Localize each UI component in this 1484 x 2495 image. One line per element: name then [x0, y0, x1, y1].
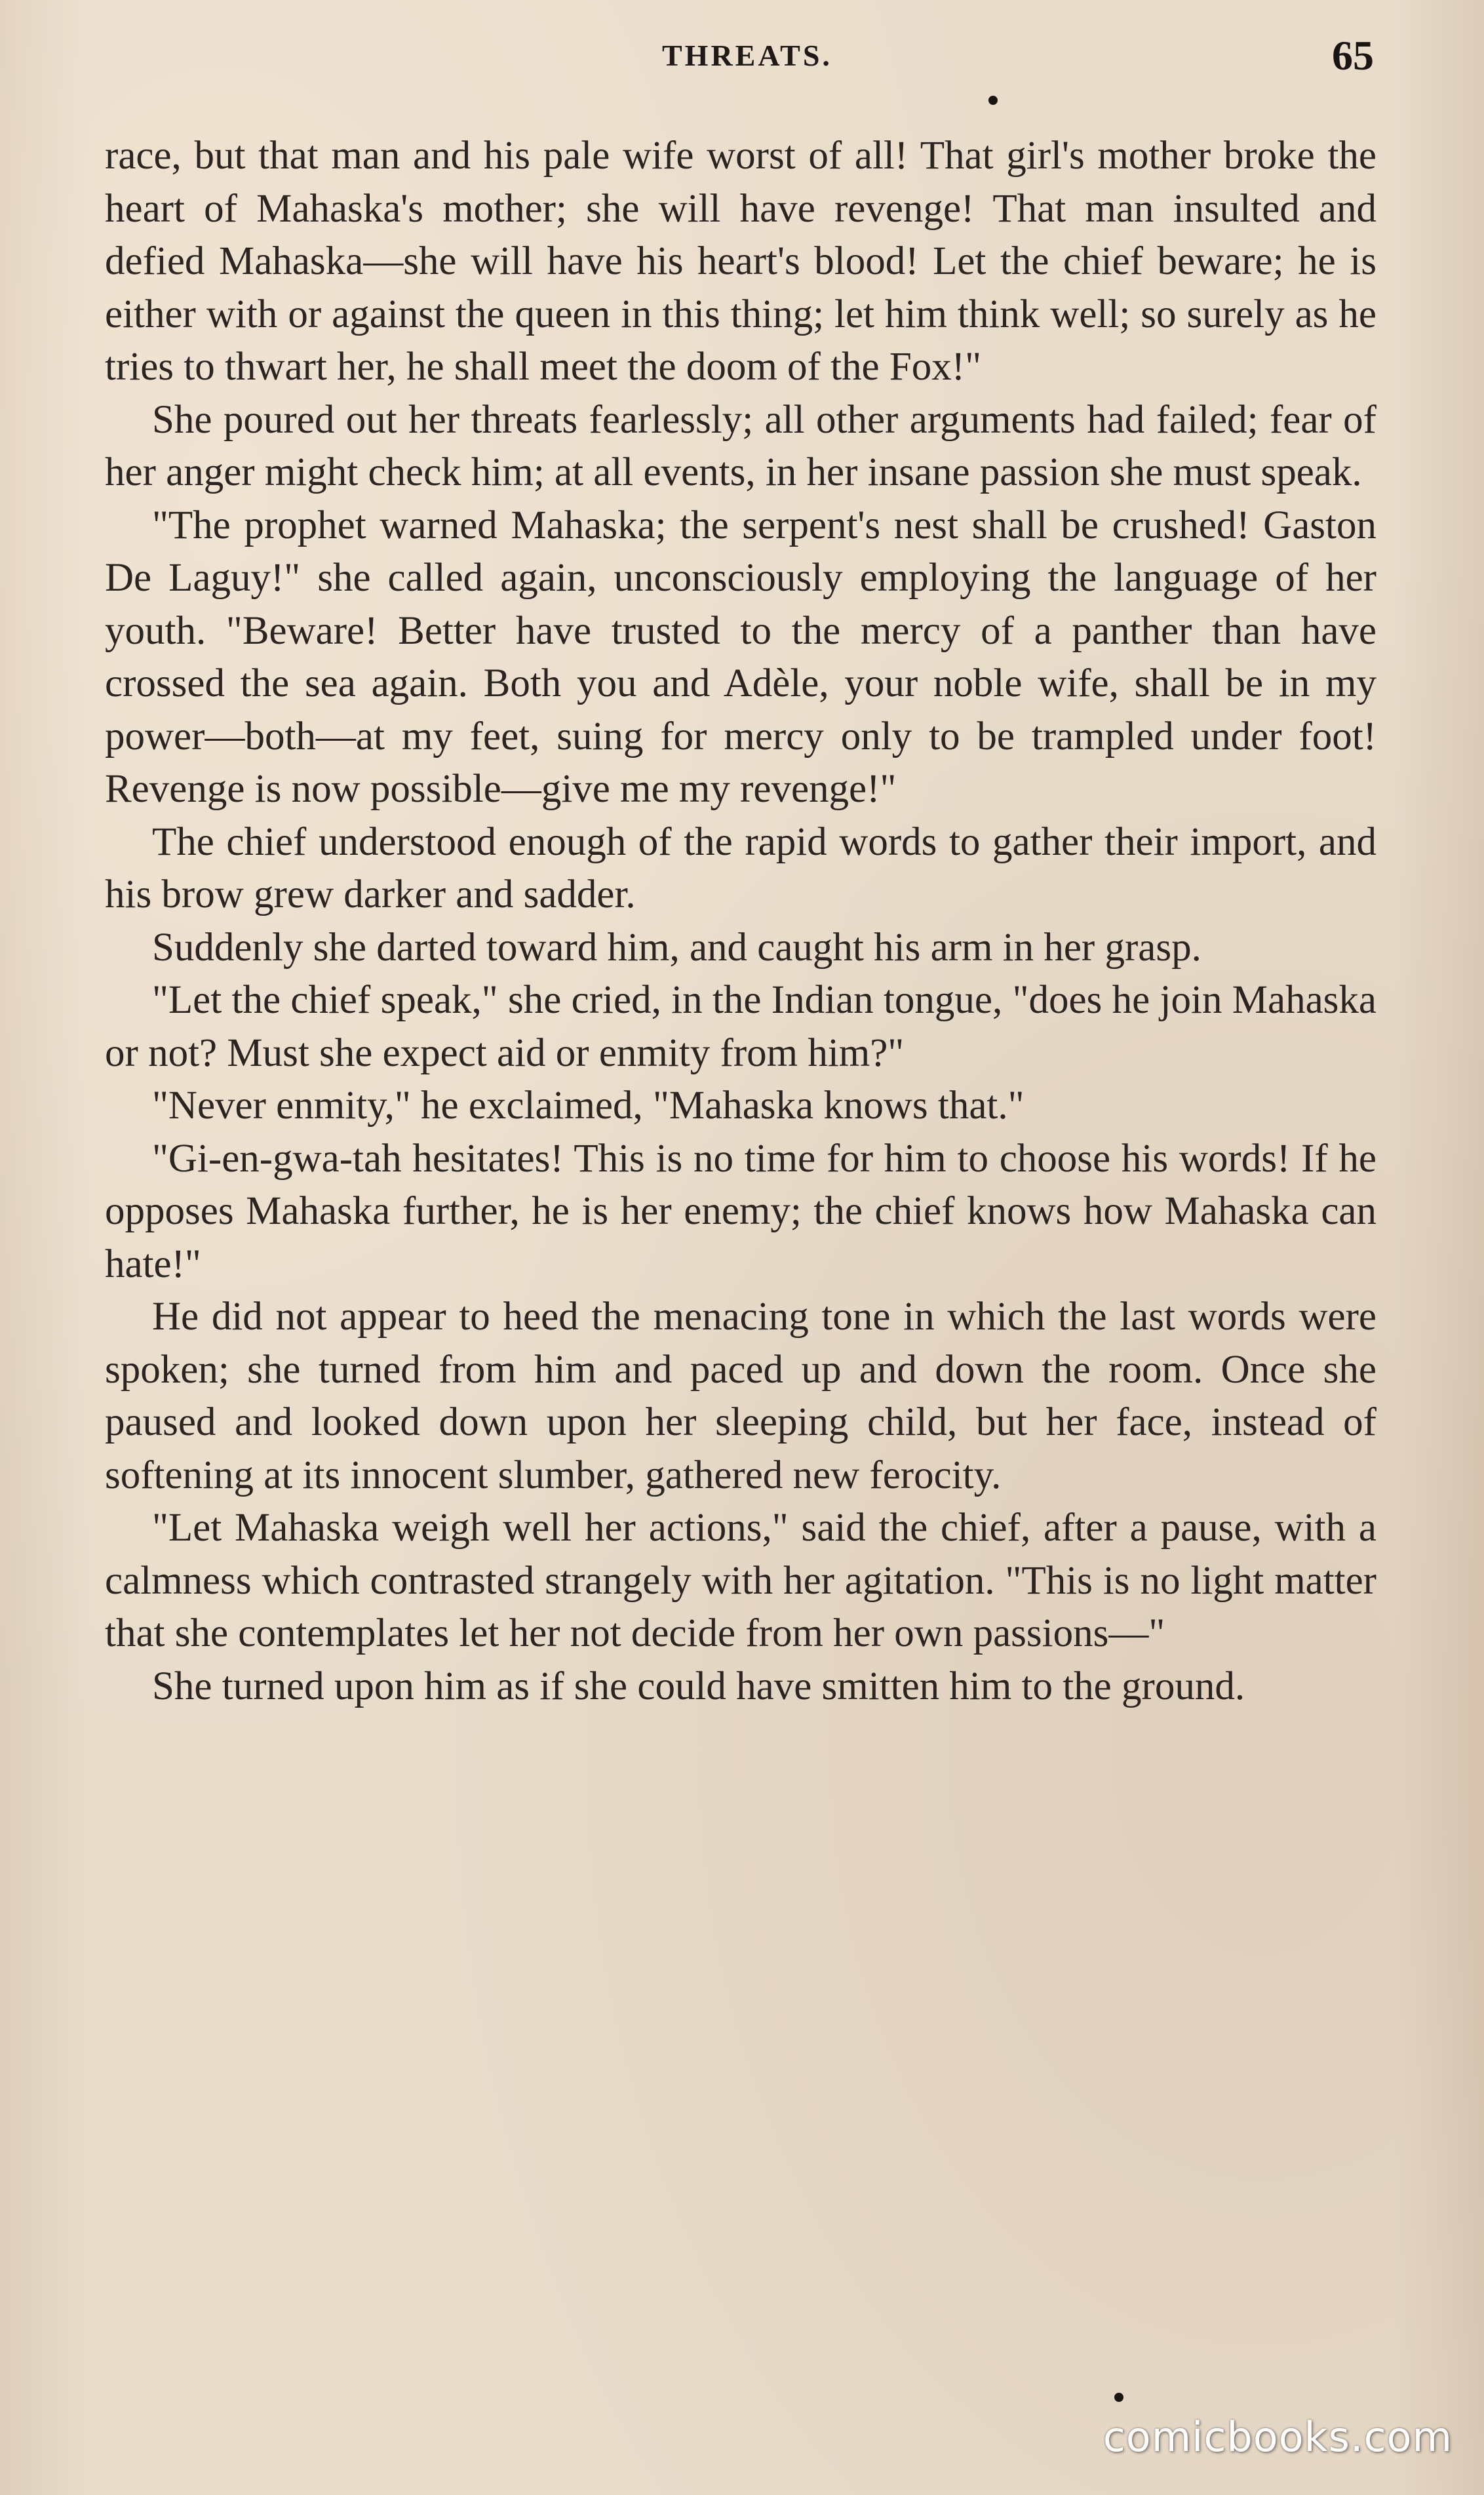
page-number: 65 [1332, 32, 1374, 79]
paragraph: Suddenly she darted toward him, and caught his arm in her grasp. [152, 925, 1201, 970]
paragraph: He did not appear to heed the menacing tone in which the last words were spoken; she turned from him and paced up and down the room. Once she paused and looked down upon her sleeping child, but her face, instead of softening at its innocent slumber, gathered new ferocity. [105, 1295, 1377, 1497]
running-head: THREATS. [662, 39, 832, 72]
paragraph: "The prophet warned Mahaska; the serpent's nest shall be crushed! Gaston De Laguy!" she called again, unconsciously employing the language of her youth. "Beware! Better have trusted to the mercy of a panther than have crossed the sea again. Both you and Adèle, your noble wife, shall be in my power—both—at my feet, suing for mercy only to be trampled under foot! Revenge is now possible—give me my revenge!" [105, 503, 1377, 811]
paragraph-continued: race, but that man and his pale wife worst of all! That girl's mother broke the heart of Mahaska's mother; she will have revenge! That man insulted and defied Mahaska—she will have his heart's blood! Let the chief beware; he is either with or against the queen in this thing; let him think well; so surely as he tries to thwart her, he shall meet the doom of the Fox!" [105, 134, 1377, 389]
paragraph: "Let Mahaska weigh well her actions," said the chief, after a pause, with a calmness which contrasted strangely with her agitation. "This is no light matter that she contemplates let her not decide from her own passions—" [105, 1506, 1377, 1655]
ink-dot [1114, 2393, 1123, 2402]
paragraph: She poured out her threats fearlessly; all other arguments had failed; fear of her anger might check him; at all events, in her insane passion she must speak. [105, 397, 1377, 494]
body-text [105, 130, 1377, 1713]
paragraph: "Gi-en-gwa-tah hesitates! This is no time for him to choose his words! If he opposes Mahaska further, he is her enemy; the chief knows how Mahaska can hate!" [105, 1136, 1377, 1286]
paragraph: The chief understood enough of the rapid words to gather their import, and his brow grew darker and sadder. [105, 819, 1377, 916]
watermark: comicbooks.com [1103, 2413, 1453, 2461]
paragraph: "Let the chief speak," she cried, in the Indian tongue, "does he join Mahaska or not? Must she expect aid or enmity from him?" [105, 978, 1377, 1075]
ink-dot [988, 96, 998, 105]
paragraph: "Never enmity," he exclaimed, "Mahaska knows that." [152, 1084, 1025, 1128]
paragraph: She turned upon him as if she could have smitten him to the ground. [152, 1664, 1245, 1708]
